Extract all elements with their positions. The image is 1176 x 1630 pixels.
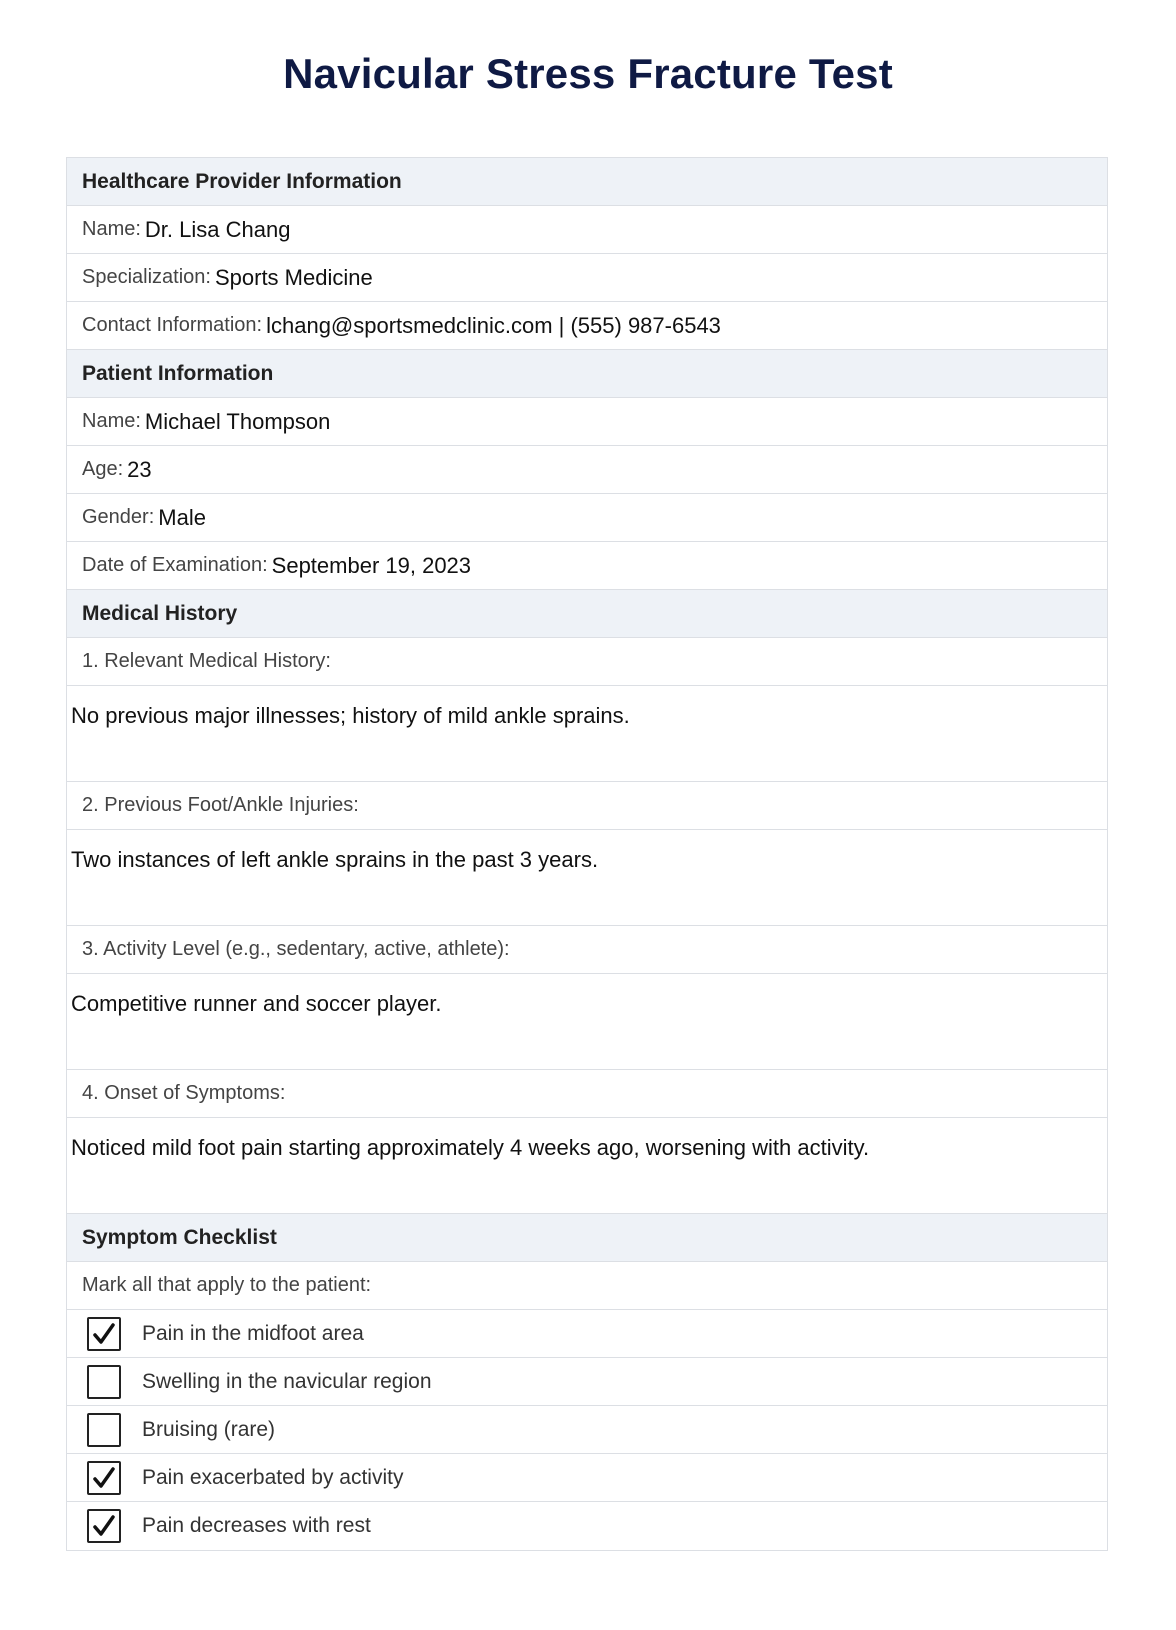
patient-name-value[interactable]: Michael Thompson (144, 408, 331, 434)
symptom-checkbox[interactable] (87, 1509, 121, 1543)
history-question: 1. Relevant Medical History: (67, 638, 1107, 686)
history-answer[interactable]: Two instances of left ankle sprains in the past 3 years. (67, 830, 1107, 926)
patient-date-value[interactable]: September 19, 2023 (271, 552, 472, 578)
symptom-item (67, 1310, 1107, 1358)
patient-gender-row (67, 494, 1107, 542)
symptom-checkbox[interactable] (87, 1413, 121, 1447)
section-header-patient: Patient Information (67, 350, 1107, 398)
symptom-label: Swelling in the navicular region (142, 1369, 432, 1393)
patient-date-row (67, 542, 1107, 590)
checkmark-icon (92, 1466, 116, 1490)
provider-contact-label: Contact Information: (82, 314, 263, 336)
patient-gender-value[interactable]: Male (158, 504, 206, 530)
symptom-item (67, 1358, 1107, 1406)
provider-name-value[interactable]: Dr. Lisa Chang (144, 216, 291, 242)
history-answer[interactable]: Noticed mild foot pain starting approximately 4 weeks ago, worsening with activity. (67, 1118, 1107, 1214)
symptom-checkbox[interactable] (87, 1461, 121, 1495)
history-answer[interactable]: No previous major illnesses; history of mild ankle sprains. (67, 686, 1107, 782)
symptom-label: Pain in the midfoot area (142, 1321, 364, 1345)
provider-name-label: Name: (82, 218, 141, 240)
symptom-item (67, 1502, 1107, 1550)
provider-contact-row (67, 302, 1107, 350)
history-answer[interactable]: Competitive runner and soccer player. (67, 974, 1107, 1070)
section-header-symptom-checklist: Symptom Checklist (67, 1214, 1107, 1262)
checkmark-icon (92, 1322, 116, 1346)
provider-name-row (67, 206, 1107, 254)
history-question: 3. Activity Level (e.g., sedentary, active, athlete): (67, 926, 1107, 974)
symptom-label: Pain exacerbated by activity (142, 1465, 404, 1489)
patient-age-label: Age: (82, 458, 124, 480)
patient-gender-label: Gender: (82, 506, 155, 528)
provider-specialization-row (67, 254, 1107, 302)
patient-age-row (67, 446, 1107, 494)
provider-specialization-value[interactable]: Sports Medicine (214, 264, 373, 290)
symptom-checkbox[interactable] (87, 1365, 121, 1399)
symptom-checklist (67, 1310, 1107, 1550)
provider-specialization-label: Specialization: (82, 266, 211, 288)
symptom-instruction: Mark all that apply to the patient: (67, 1262, 1107, 1310)
history-question: 2. Previous Foot/Ankle Injuries: (67, 782, 1107, 830)
symptom-item (67, 1454, 1107, 1502)
provider-contact-value[interactable]: lchang@sportsmedclinic.com | (555) 987-6543 (266, 312, 721, 338)
patient-name-label: Name: (82, 410, 141, 432)
checkmark-icon (92, 1514, 116, 1538)
symptom-label: Pain decreases with rest (142, 1514, 371, 1537)
page-title: Navicular Stress Fracture Test (283, 50, 893, 97)
patient-name-row (67, 398, 1107, 446)
section-header-medical-history: Medical History (67, 590, 1107, 638)
section-header-provider: Healthcare Provider Information (67, 158, 1107, 206)
symptom-label: Bruising (rare) (142, 1417, 276, 1441)
symptom-checkbox[interactable] (87, 1317, 121, 1351)
symptom-item (67, 1406, 1107, 1454)
patient-age-value[interactable]: 23 (127, 456, 152, 482)
patient-date-label: Date of Examination: (82, 554, 268, 576)
history-question: 4. Onset of Symptoms: (67, 1070, 1107, 1118)
form-table (66, 157, 1108, 1551)
